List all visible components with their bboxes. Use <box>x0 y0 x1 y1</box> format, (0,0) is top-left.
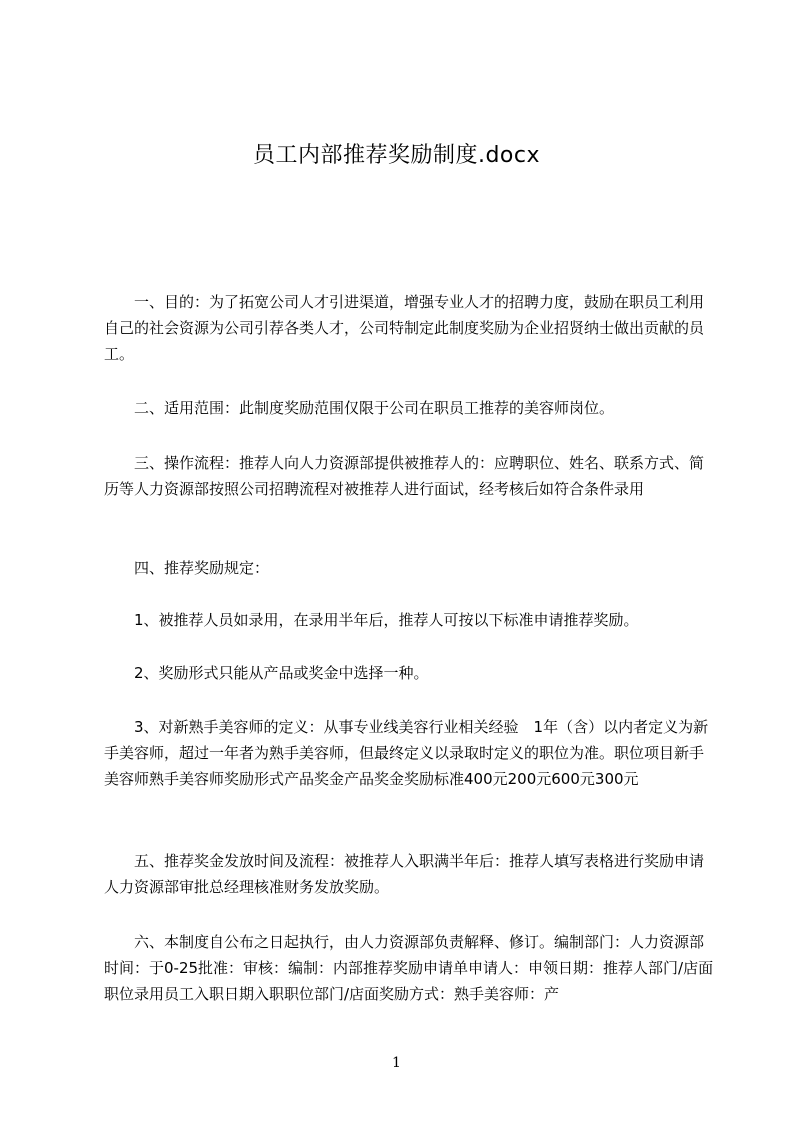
paragraph-effective: 六、本制度自公布之日起执行，由人力资源部负责解释、修订。编制部门：人力资源部时间：于0-25批准：审核：编制：内部推荐奖励申请单申请人：申领日期：推荐人部门/店面职位录用员工入职日期入职职位部门/店面奖励方式：熟手美容师：产 <box>104 933 714 1003</box>
paragraph-rule-1: 1、被推荐人员如录用，在录用半年后，推荐人可按以下标准申请推荐奖励。 <box>104 611 639 629</box>
page-number: 1 <box>392 1055 401 1071</box>
paragraph-payout: 五、推荐奖金发放时间及流程：被推荐人入职满半年后：推荐人填写表格进行奖励申请人力资源部审批总经理核准财务发放奖励。 <box>104 852 705 896</box>
paragraph-reward-rules: 四、推荐奖励规定： <box>104 559 270 577</box>
paragraph-rule-3: 3、对新熟手美容师的定义：从事专业线美容行业相关经验 1年（含）以内者定义为新手美容师，超过一年者为熟手美容师，但最终定义以录取时定义的职位为准。职位项目新手美容师熟手美容师奖励形式产品奖金产品奖金奖励标准400元200元600元300元 <box>104 718 709 788</box>
paragraph-purpose: 一、目的：为了拓宽公司人才引进渠道，增强专业人才的招聘力度，鼓励在职员工利用自己的社会资源为公司引荐各类人才，公司特制定此制度奖励为企业招贤纳士做出贡献的员工。 <box>104 293 705 363</box>
paragraph-rule-2: 2、奖励形式只能从产品或奖金中选择一种。 <box>104 664 429 682</box>
paragraph-process: 三、操作流程：推荐人向人力资源部提供被推荐人的：应聘职位、姓名、联系方式、简历等人力资源部按照公司招聘流程对被推荐人进行面试，经考核后如符合条件录用 <box>104 454 705 498</box>
document-title: 员工内部推荐奖励制度.docx <box>252 143 541 168</box>
paragraph-scope: 二、适用范围：此制度奖励范围仅限于公司在职员工推荐的美容师岗位。 <box>104 399 615 417</box>
